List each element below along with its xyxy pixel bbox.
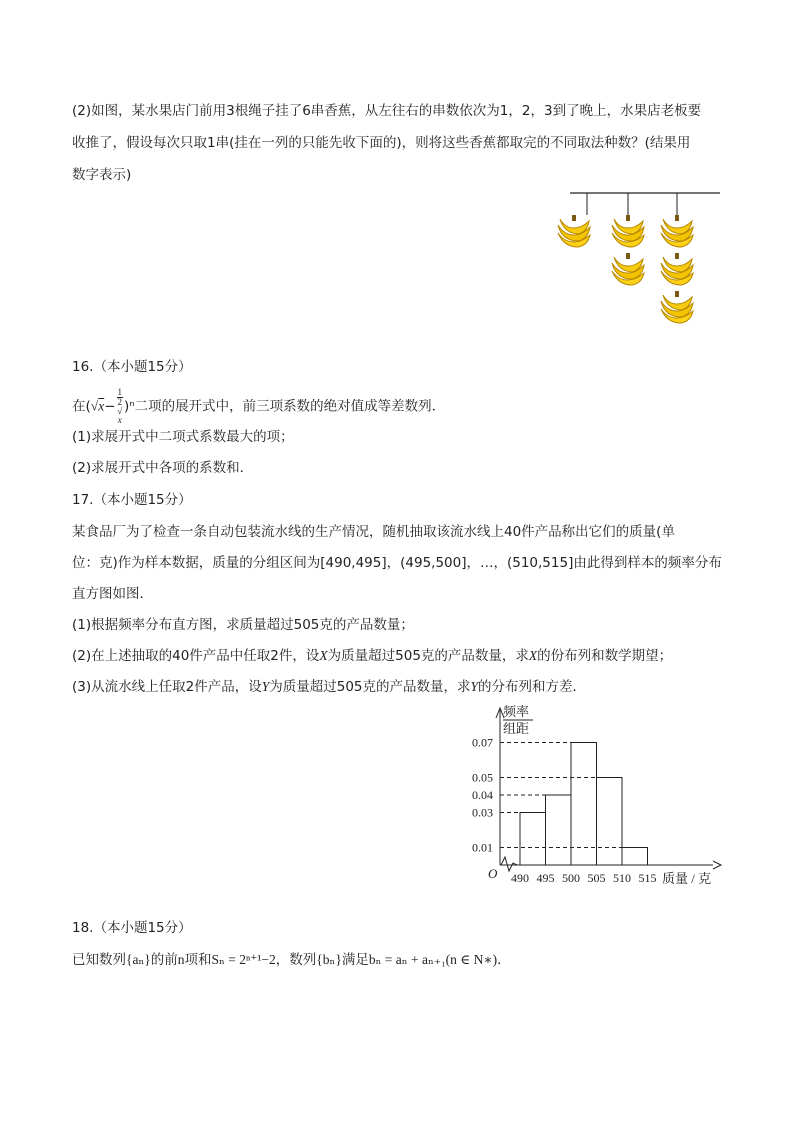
q16-part1: (1)求展开式中二项式系数最大的项； [72,429,294,445]
q17-part2: (2)在上述抽取的40件产品中任取2件，设X为质量超过505克的产品数量，求X的份布列和数学期望； [72,648,673,664]
histogram-bar [546,795,572,865]
q17-line1: 某食品厂为了检查一条自动包装流水线的生产情况，随机抽取该流水线上40件产品称出它们的质量(单 [72,524,675,540]
x-tick-label: 515 [638,871,657,885]
q17-part1: (1)根据频率分布直方图，求质量超过505克的产品数量； [72,617,414,633]
x-tick-label: 510 [613,871,631,885]
frequency-histogram [455,700,735,895]
x-tick-label: 505 [587,871,606,885]
x-tick-label: 500 [562,871,580,885]
histogram-bar [571,743,597,866]
x-axis-arrow [713,861,721,869]
banana-illustration [550,185,730,325]
q16-stem: 在(√x− 1 2 √ x )ⁿ二项的展开式中，前三项系数的绝对值成等差数列． [72,387,446,425]
x-tick-label: 495 [536,871,555,885]
banana-col3-1 [661,215,693,247]
axis-break [501,857,517,871]
histogram-bar [520,813,546,866]
banana-col1-1 [558,215,590,247]
x-axis-label: 质量 / 克 [662,871,712,886]
q16-part2: (2)求展开式中各项的系数和． [72,460,254,476]
q18-header: 18.（本小题15分） [72,920,192,936]
q15-part2-line3: 数字表示) [72,167,132,183]
q15-part2-line2: 收推了，假设每次只取1串(挂在一列的只能先收下面的)，则将这些香蕉都取完的不同取法种数？(结果用 [72,135,691,151]
banana-col3-2 [661,253,693,285]
q17-header: 17.（本小题15分） [72,492,192,508]
y-tick-label: 0.07 [472,735,493,750]
q17-line3: 直方图如图． [72,586,153,602]
q17-line2: 位：克)作为样本数据，质量的分组区间为[490,495]，(495,500]，…，(510,515]由此得到样本的频率分布 [72,555,722,571]
y-tick-label: 0.05 [472,770,493,785]
q18-stem: 已知数列{aₙ}的前n项和Sₙ = 2ⁿ⁺¹−2，数列{bₙ}满足bₙ = aₙ + aₙ₊₁(n ∈ N∗)． [72,952,511,967]
y-tick-label: 0.03 [472,805,493,820]
y-label-bottom: 组距 [503,721,530,736]
y-tick-label: 0.04 [472,788,493,802]
q15-part2-line1: (2)如图，某水果店门前用3根绳子挂了6串香蕉，从左往右的串数依次为1，2，3到了晚上，水果店老板要 [72,103,702,119]
banana-col2-1 [612,215,644,247]
q17-part3: (3)从流水线上任取2件产品，设Y为质量超过505克的产品数量，求Y的分布列和方差． [72,679,587,695]
y-tick-label: 0.01 [472,840,493,855]
origin-label: O [488,866,498,881]
x-tick-label: 490 [511,871,529,885]
q16-header: 16.（本小题15分） [72,359,192,375]
banana-col3-3 [661,291,693,323]
histogram-bar [622,848,648,866]
banana-col2-2 [612,253,644,285]
y-label-top: 频率 [503,704,530,719]
histogram-bar [597,778,623,866]
